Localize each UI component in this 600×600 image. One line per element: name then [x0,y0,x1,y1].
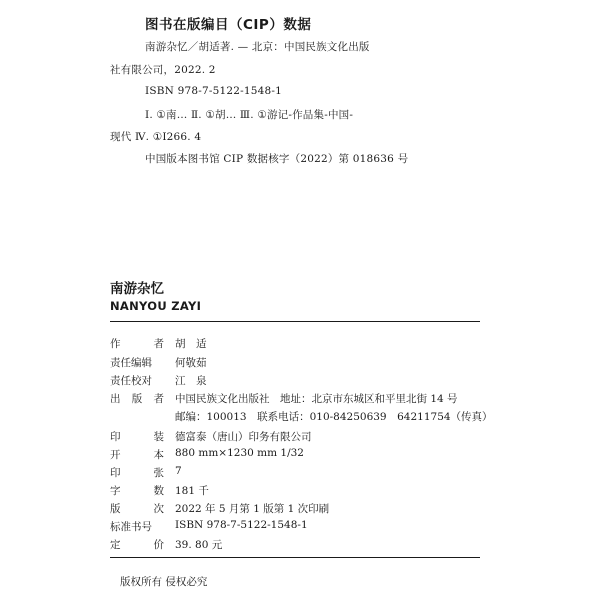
book-title-pinyin: NANYOU ZAYI [110,299,202,313]
isbn-value: ISBN 978-7-5122-1548-1 [175,519,308,531]
publisher-label: 出 版 者 [110,393,164,405]
editor-label: 责任编辑 [110,357,152,369]
printer-value: 德富泰（唐山）印务有限公司 [175,431,312,443]
edition-value: 2022 年 5 月第 1 版第 1 次印刷 [175,503,330,515]
cip-classification: Ⅰ. ①南… Ⅱ. ①胡… Ⅲ. ①游记-作品集-中国- [145,109,354,121]
sheets-label: 印 张 [110,467,164,479]
author-label: 作 者 [110,338,164,350]
sheets-value: 7 [175,465,182,477]
price-label: 定 价 [110,539,164,551]
book-title: 南游杂忆 [110,281,164,297]
cip-heading: 图书在版编目（CIP）数据 [145,17,312,33]
publisher-value: 中国民族文化出版社 地址：北京市东城区和平里北街 14 号 [175,393,458,405]
author-value: 胡 适 [175,338,207,350]
isbn-label: 标准书号 [110,521,152,533]
edition-label: 版 次 [110,503,164,515]
cip-classification-cont: 现代 Ⅳ. ①I266. 4 [110,131,202,143]
title-rule [110,321,480,322]
cip-line-1: 南游杂忆／胡适著. — 北京：中国民族文化出版 [145,41,370,53]
copyright-notice: 版权所有 侵权必究 [120,576,208,588]
proofreader-value: 江 泉 [175,375,207,387]
price-value: 39. 80 元 [175,539,223,551]
format-value: 880 mm×1230 mm 1/32 [175,447,304,459]
words-label: 字 数 [110,485,164,497]
cip-record-number: 中国版本图书馆 CIP 数据核字（2022）第 018636 号 [145,153,409,165]
publisher-contact: 邮编：100013 联系电话：010-84250639 64211754（传真） [175,411,493,423]
bottom-rule [110,557,480,558]
proofreader-label: 责任校对 [110,375,152,387]
format-label: 开 本 [110,449,164,461]
words-value: 181 千 [175,485,209,497]
printer-label: 印 装 [110,431,164,443]
cip-line-2: 社有限公司，2022. 2 [110,64,216,76]
cip-isbn: ISBN 978-7-5122-1548-1 [145,85,283,97]
editor-value: 何敬茹 [175,357,207,369]
